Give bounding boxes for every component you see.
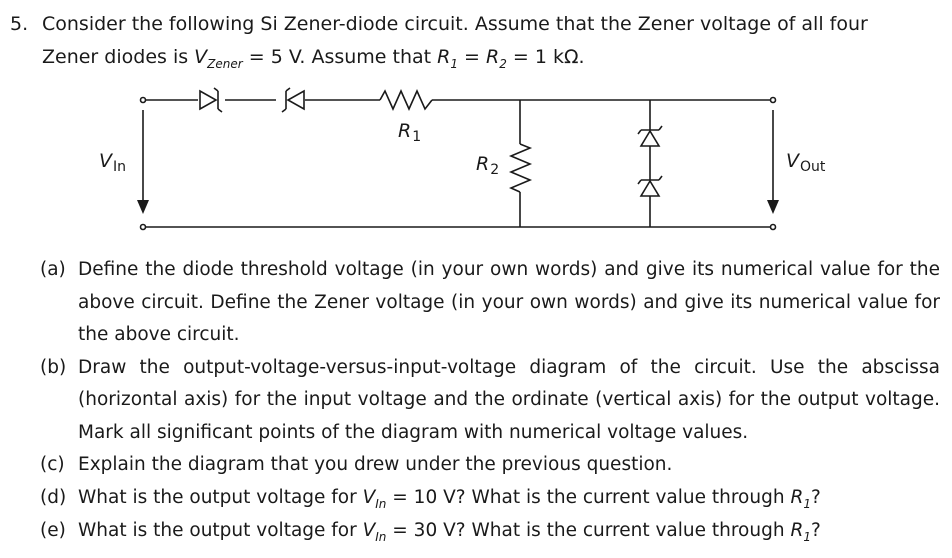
question-list: [40, 254, 940, 549]
circuit-diagram: [0, 82, 952, 242]
r1-label: $R_1$: [398, 120, 422, 145]
question-text: What is the output voltage for $V_{In} = 30$ V? What is the current value through $R_1$?: [78, 520, 821, 544]
r1-symbol: R: [437, 46, 451, 68]
resistor-r2: [511, 144, 530, 192]
question-e: [40, 515, 940, 549]
question-a: [40, 254, 940, 352]
vin-arrowhead: [137, 200, 149, 214]
question-label: (b): [40, 356, 67, 378]
vin-label: $V_{In}$: [99, 150, 127, 175]
problem-line-1: Consider the following Si Zener-diode circuit. Assume that the Zener voltage of all four: [42, 13, 868, 35]
question-label: (a): [40, 259, 66, 280]
question-c: [40, 449, 940, 482]
question-b: [40, 352, 940, 450]
r2-label: $R_2$: [476, 153, 500, 178]
vout-arrowhead: [767, 200, 779, 214]
vzener-symbol: V: [194, 46, 208, 68]
zener-diode-series-2: [282, 88, 304, 112]
r2-subscript: 2: [499, 57, 507, 71]
zener-diode-series-1: [200, 88, 222, 112]
vin-top-terminal: [141, 98, 146, 103]
problem-line-2: Zener diodes is $V_{Zener} = 5$ V. Assume that $R_1 = R_2 = 1$ kΩ.: [42, 46, 585, 71]
question-label: (c): [40, 454, 65, 475]
question-text: Draw the output-voltage-versus-input-voltage diagram of the circuit. Use the abscissa (horizontal axis) for the input voltage and the ordinate (vertical axis) for the output voltage. Mark all significant points of the diagram with numerical voltage values.: [78, 356, 940, 443]
vout-bottom-terminal: [771, 225, 776, 230]
question-d: [40, 482, 940, 516]
problem-statement: [10, 8, 940, 76]
question-text: Explain the diagram that you drew under the previous question.: [78, 454, 673, 475]
vout-top-terminal: [771, 98, 776, 103]
question-label: (d): [40, 486, 67, 508]
r1-subscript: 1: [450, 57, 458, 71]
problem-number: 5.: [10, 13, 29, 35]
question-label: (e): [40, 520, 66, 541]
r2-symbol: R: [486, 46, 500, 68]
resistor-r1: [380, 91, 432, 109]
vzener-subscript: Zener: [207, 57, 243, 71]
question-text: Define the diode threshold voltage (in your own words) and give its numerical value for the above circuit. Define the Zener voltage (in your own words) and give its numerical value for the above circuit.: [78, 259, 940, 345]
vout-label: $V_{Out}$: [786, 150, 826, 175]
question-text: What is the output voltage for $V_{In} = 10$ V? What is the current value through $R_1$?: [78, 486, 821, 511]
vin-bottom-terminal: [141, 225, 146, 230]
